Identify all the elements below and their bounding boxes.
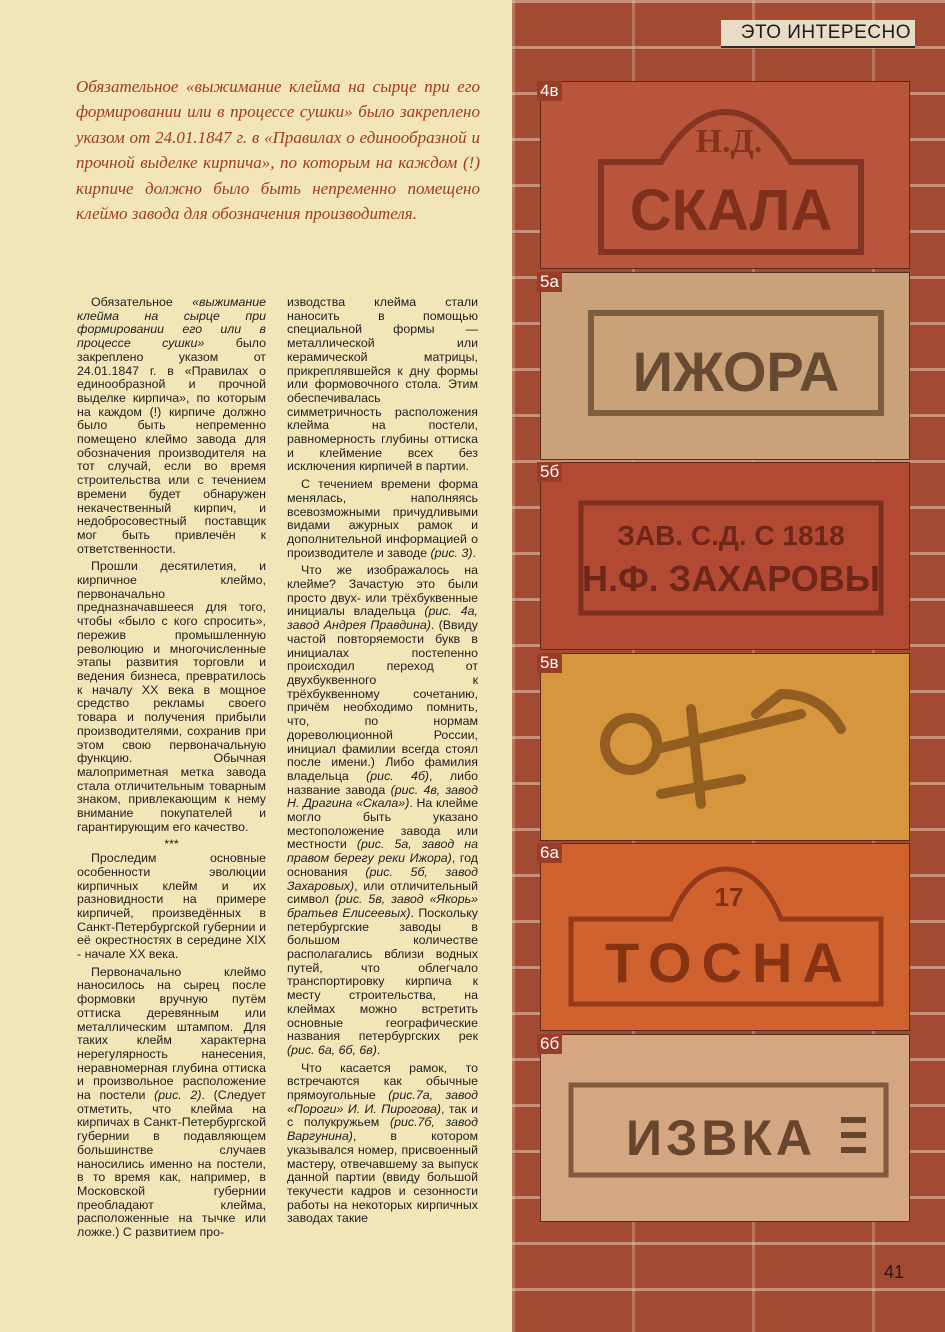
text-run: , так и с полукружьем (287, 1101, 478, 1130)
text-run: Что же изображалось на клейме? Зачастую это были просто двух- или трёхбуквенные инициалы владельца (287, 563, 478, 619)
figure-label: 4в (537, 81, 562, 101)
text-run-italic: (рис. 4в, завод Н. Драгина «Скала») (287, 782, 478, 811)
text-run-italic: (рис. 5а, завод на правом берегу реки Ижора) (287, 837, 478, 866)
stamp-top-text: ЗАВ. С.Д. С 1818 (617, 520, 845, 551)
text-run: Обязательное (91, 295, 193, 309)
section-divider: *** (164, 837, 179, 852)
text-column-2 (287, 296, 478, 1230)
text-run: , или отличительный символ (287, 878, 478, 907)
paragraph: Проследим основные особенности эволюции кирпичных клейм и их разновидности на примере кирпичей, произведённых в Санкт-Петербургской губернии и её окрестностях в середине XIX - начале XX века. (77, 851, 266, 962)
text-run-italic: «выжимание клейма на сырце при формировании его или в процессе сушки» (77, 295, 266, 351)
brick-surface (541, 463, 910, 650)
paragraph: Прошли десятилетия, и кирпичное клеймо, первоначально предназначавшееся для того, чтобы «было с кого спросить», пережив промышленную революцию и многочисленные этапы развития торговли и ведения бизнеса, превратилось к началу XX века в мощное средство рекламы своего товара и получения прибыли производителями, сохранив при этом свою первоначальную функцию. Обычная малоприметная метка завода стала отличительным товарным знаком, привлекающим к нему внимание покупателей и гарантирующим его качество. (77, 559, 266, 834)
text-run: Что касается рамок, то встречаются как обычные прямоугольные (287, 1060, 478, 1103)
stamp-text: ИЖОРА (632, 340, 840, 403)
text-run: С течением времени форма менялась, наполняясь всевозможными причудливыми видами ажурных рамок и дополнительной информацией о производителе и заводе (287, 477, 478, 560)
paragraph (287, 478, 478, 560)
paragraph: изводства клейма стали наносить в помощью специальной формы — металлической или керамической матрицы, прикреплявшейся к дну формы или формовочного стола. Этим обеспечивалась симметричность расположения клейма на постели, равномерность глубины оттиска и клеймение всех без исключения кирпичей в партии. (287, 295, 478, 474)
text-run: . (Ввиду частой повторяемости букв в инициалах постепенно происходил переход от двухбуквенного к трёхбуквенному сочетанию, причём необходимо помнить, что, по нормам дореволюционной России, инициал фамилии всегда стоял после имени.) Либо фамилия владельца (287, 618, 478, 783)
text-run: . (472, 545, 476, 560)
brick-photo-5a (540, 272, 910, 460)
text-run-italic: (рис. 3) (430, 545, 473, 560)
text-run-italic: (рис. 5б, завод Захаровых) (287, 864, 478, 893)
figure-label: 6б (537, 1034, 562, 1054)
brick-photo-6a (540, 843, 910, 1031)
text-run: . На клейме могло быть указано местоположение завода или местности (287, 796, 478, 852)
text-run: , в котором указывался номер, присвоенный мастеру, отвечавшему за выпуск данной партии (ввиду большой текучести кадров и сезонности работы на некоторых кирпичных заводах такие (287, 1129, 478, 1226)
figure-label: 5б (537, 462, 562, 482)
stamp-top-text: 17 (714, 882, 744, 912)
stamp-text: Н.Ф. ЗАХАРОВЫ (581, 558, 881, 599)
paragraph (287, 1062, 478, 1226)
text-run: , год основания (287, 851, 479, 879)
lead-quote: Обязательное «выжимание клейма на сырце при его формировании или в процессе сушки» было закреплено указом от 24.01.1847 г. в «Правилах о единообразной и прочной выделке кирпича», по которым на каждом (!) кирпиче должно было быть непременно помещено клеймо завода для обозначения производителя. (76, 77, 480, 224)
brick-photo-5b (540, 462, 910, 650)
paragraph (77, 296, 266, 556)
text-run: . (Следует отметить, что клейма на кирпичах в Санкт-Петербургской губернии в подавляющем большинстве случаев наносились именно на постели, в то время как, например, в Московской губернии преобладают клейма, расположенные на тычке или ложке.) С развитием про- (77, 1088, 266, 1240)
text-run: . (376, 1042, 381, 1057)
text-run: . Поскольку петербургские заводы в большом количестве располагались вблизи водных путей, что облегчало транспортировку кирпича к месту строительства, на клеймах можно встретить основные географические названия петербургских рек (287, 905, 479, 1044)
text-run-italic: (рис.7б, завод Варгунина) (287, 1115, 478, 1144)
text-run-italic: (рис. 2) (154, 1088, 202, 1103)
text-run-italic: (рис. 6а, 6б, 6в) (287, 1042, 377, 1057)
brick-photo-6b (540, 1034, 910, 1222)
brick-surface (541, 654, 910, 841)
page-number: 41 (884, 1262, 905, 1282)
stamp-text: СКАЛА (629, 178, 833, 243)
figure-label: 5а (537, 272, 562, 292)
text-run: было закреплено указом от 24.01.1847 г. в «Правилах о единообразной и прочной выделке кирпича», по которым на каждом (!) кирпиче должно было быть непременно помещено клеймо завода для обозначения производителя на тот случай, если во время строительства или с течением времени будет обнаружен некачественный кирпич, и недобросовестный поставщик мог быть привлечён к ответственности. (77, 336, 266, 556)
paragraph (77, 966, 266, 1240)
text-run-italic: (рис.7а, завод «Пороги» И. И. Пирогова) (287, 1088, 478, 1116)
brick-photo-4v (540, 81, 910, 269)
text-column-1 (77, 296, 266, 1244)
text-run-italic: (рис. 4б) (366, 768, 430, 783)
paragraph (287, 564, 478, 1057)
stamp-text: ИЗВКА (626, 1110, 816, 1166)
stamp-text: ТОСНА (605, 931, 853, 994)
text-run: , либо название завода (287, 768, 478, 797)
brick-photo-5v (540, 653, 910, 841)
figure-label: 6а (537, 843, 562, 863)
text-run-italic: (рис. 4а, завод Андрея Правдина) (287, 604, 478, 633)
text-run: Первоначально клеймо наносилось на сырец после формовки вручную путём оттиска деревянным или металлическим штампом. Для таких клейм характерна нерегулярность нанесения, неравномерная глубина оттиска и произвольное расположение на постели (77, 964, 266, 1103)
text-run-italic: (рис. 5в, завод «Якорь» братьев Елисеевых) (287, 892, 478, 920)
figure-label: 5в (537, 653, 562, 673)
section-header: ЭТО ИНТЕРЕСНО (721, 20, 915, 48)
stamp-top-text: Н.Д. (695, 123, 763, 160)
